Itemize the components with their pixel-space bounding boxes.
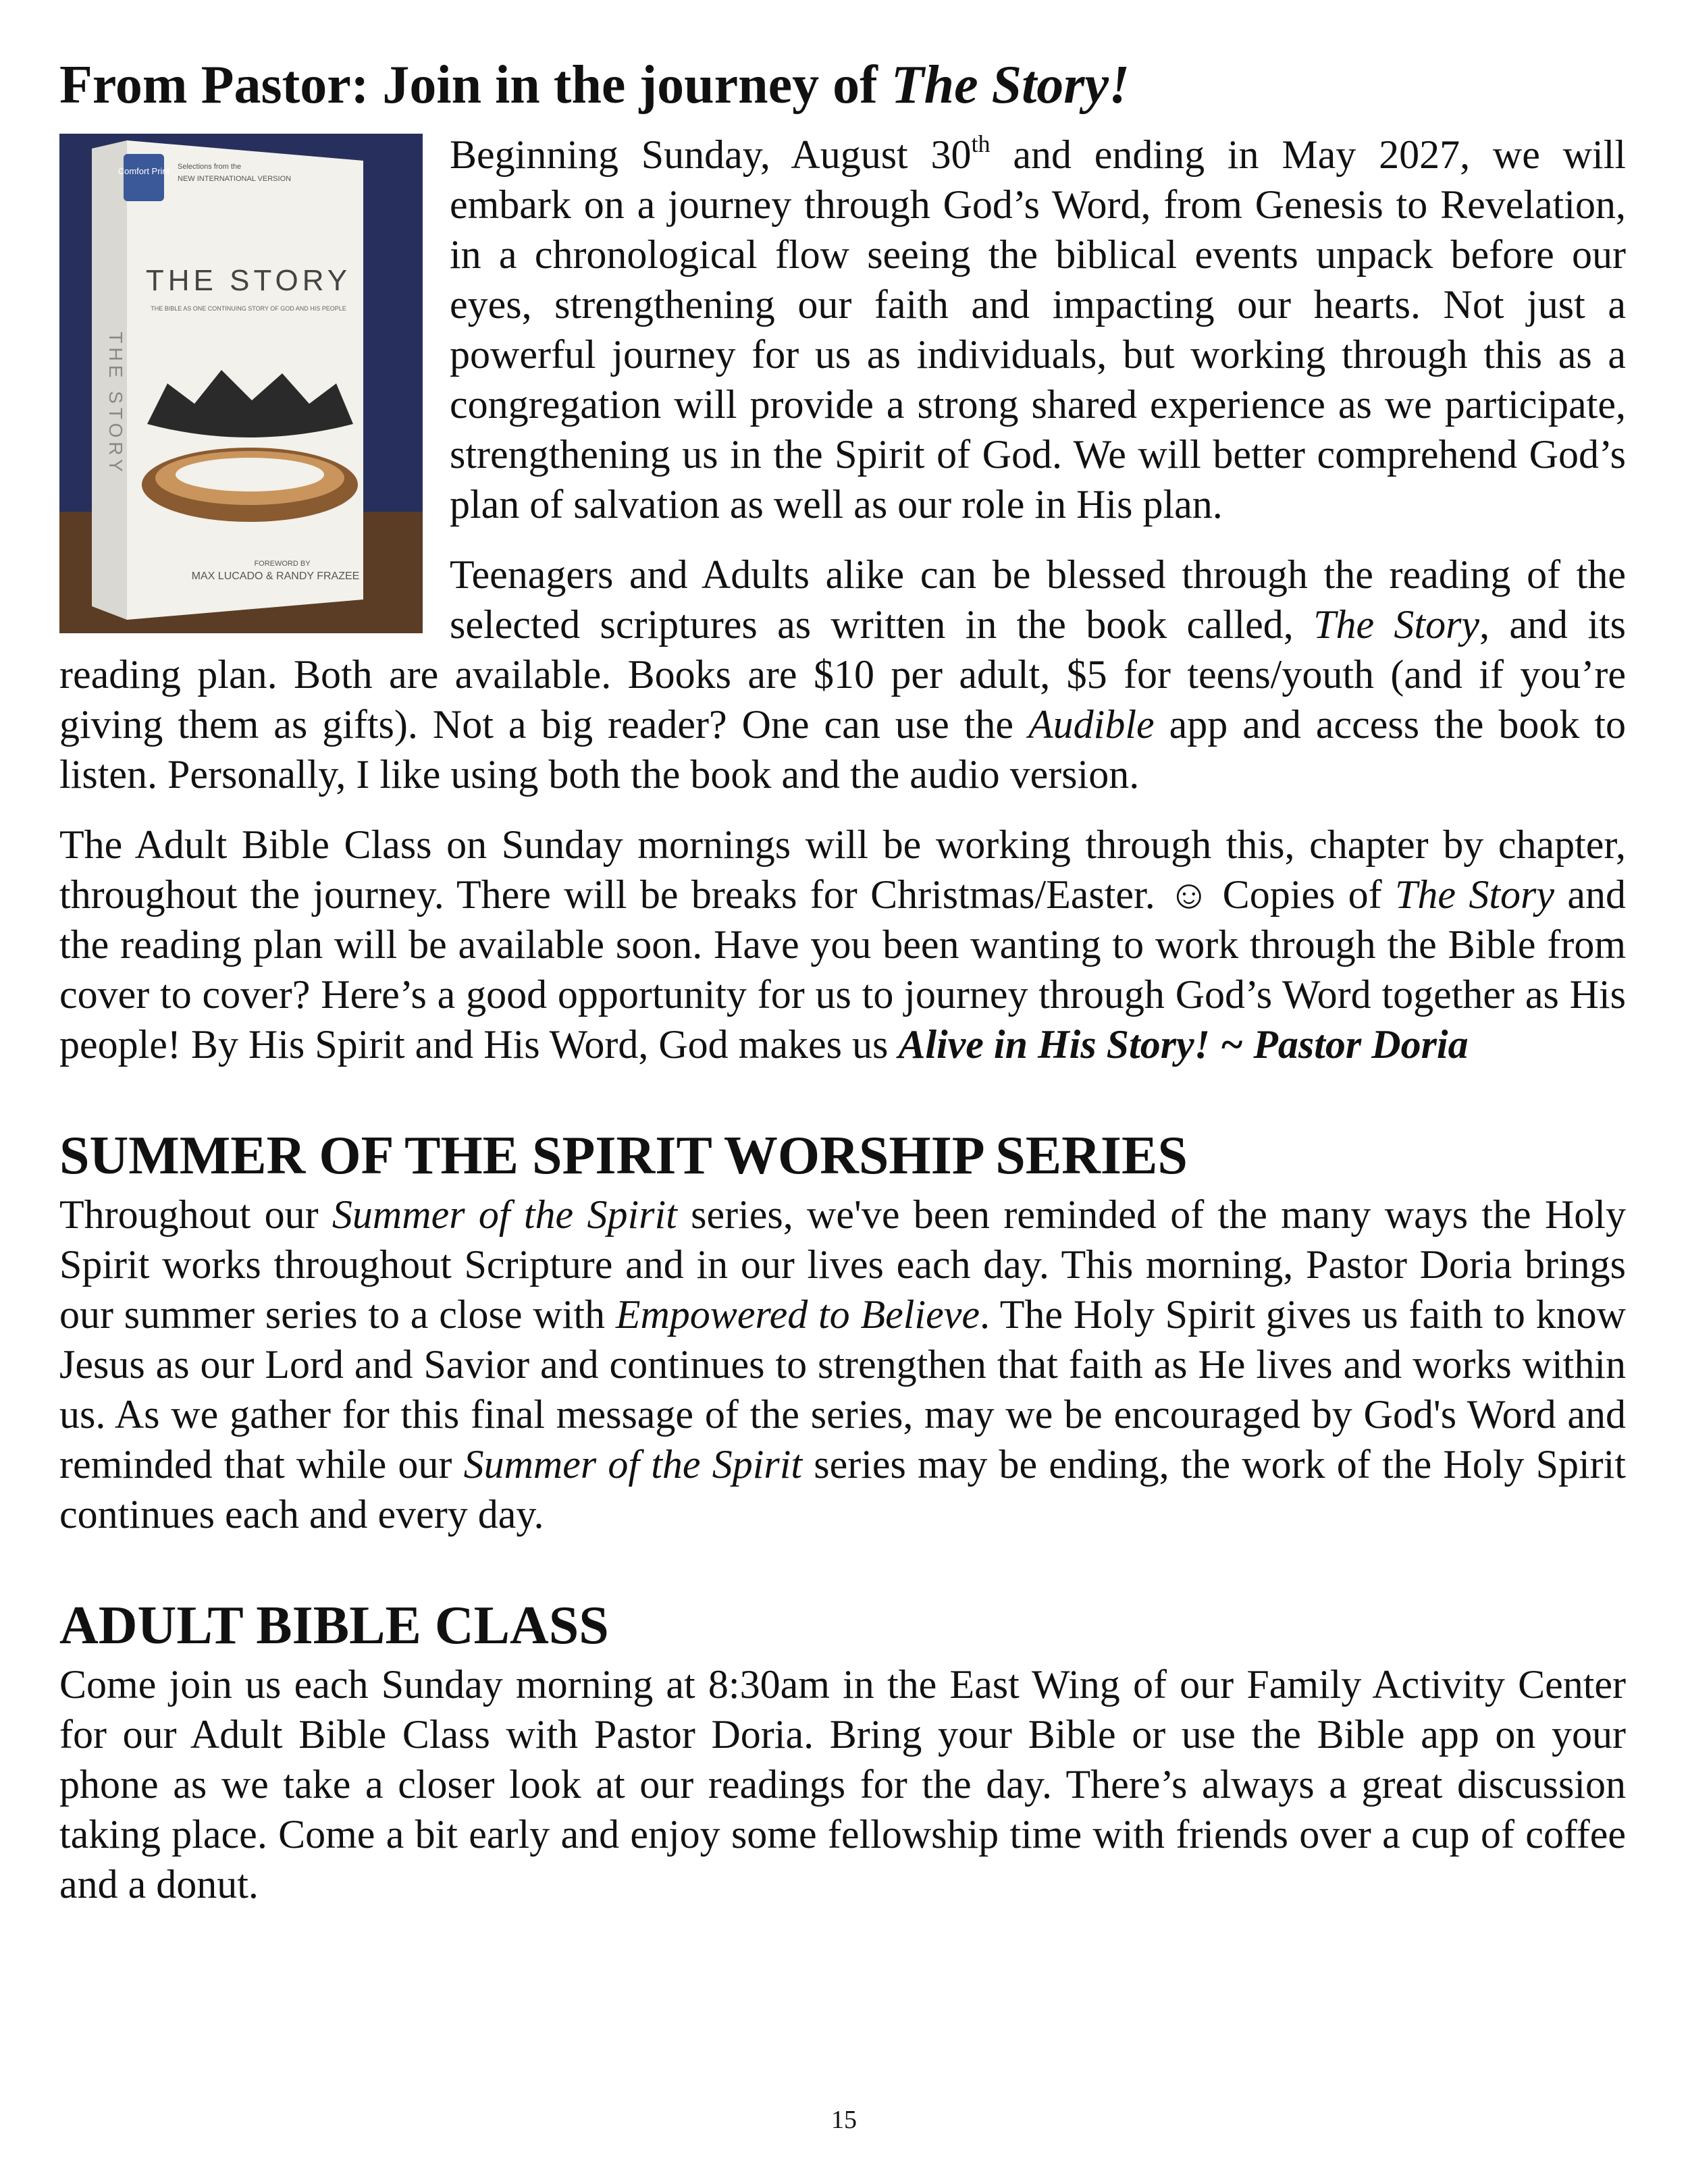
summer-series-title: SUMMER OF THE SPIRIT WORSHIP SERIES [59, 1126, 1188, 1186]
summer-italic-1: Summer of the Spirit [332, 1192, 677, 1237]
para2-end: app and access the book to listen. Personally, I like using both the book and the audio version. [59, 702, 1626, 797]
adult-bible-class-title: ADULT BIBLE CLASS [59, 1596, 609, 1655]
cover-authors: MAX LUCADO & RANDY FRAZEE [191, 570, 360, 582]
cover-foreword: FOREWORD BY [254, 560, 311, 568]
cover-spine: THE STORY [105, 331, 126, 476]
summer-body-middle-2: . The Holy Spirit gives us faith to know Jesus as our Lord and Savior and continues to strengthen that faith as He lives and works within us. As we gather for this final message of the series, may we be encouraged by God's Word and reminded that while our [59, 1292, 1626, 1487]
adult-bible-class-body: Come join us each Sunday morning at 8:30am in the East Wing of our Family Activity Center for our Adult Bible Class with Pastor Doria. Bring your Bible or use the Bible app on your phone as we take a closer look at our readings for the day. There’s always a great discussion taking place. Come a bit early and enjoy some fellowship time with friends over a cup of coffee and a donut. [59, 1662, 1626, 1907]
title-prefix: From Pastor: Join in the journey of [59, 55, 891, 115]
para2-start: Teenagers and Adults alike can be blessed through the reading of the selected scriptures as written in the book called, [450, 552, 1626, 647]
the-story-book-image [59, 134, 423, 633]
title-italic: The Story! [891, 55, 1130, 115]
cover-title: THE STORY [145, 264, 352, 297]
page-number: 15 [831, 2106, 857, 2134]
para1-start: Beginning Sunday, August 30 [450, 132, 972, 177]
cover-version: NEW INTERNATIONAL VERSION [178, 175, 292, 183]
summer-series-body [59, 1190, 1626, 1539]
summer-body-middle-1: series, we've been reminded of the many ways the Holy Spirit works throughout Scripture and in our lives each day. This morning, Pastor Doria brings our summer series to a close with [59, 1192, 1626, 1337]
para3-italic-book: The Story [1395, 872, 1555, 917]
book-cover-illustration [59, 134, 423, 633]
summer-body-end: series may be ending, the work of the Holy Spirit continues each and every day. [59, 1442, 1626, 1537]
para3-middle: and the reading plan will be available soon. Have you been wanting to work through the Bible from cover to cover? Here’s a good opportunity for us to journey through God’s Word together as His people! By His Spirit and His Word, God makes us [59, 872, 1626, 1067]
cover-subtitle-top: Selections from the [178, 163, 242, 171]
para3-start: The Adult Bible Class on Sunday mornings will be working through this, chapter by chapter, throughout the journey. There will be breaks for Christmas/Easter. ☺ Copies of [59, 822, 1626, 917]
para2-italic-book: The Story [1313, 602, 1480, 647]
para2-italic-audible: Audible [1028, 702, 1155, 747]
para1-rest: and ending in May 2027, we will embark on a journey through God’s Word, from Genesis to Revelation, in a chronological flow seeing the biblical events unpack before our eyes, strengthening our faith and impacting our hearts. Not just a powerful journey for us as individuals, but working through this as a congregation will provide a strong shared experience as we participate, strengthening us in the Spirit of God. We will better comprehend God’s plan of salvation as well as our role in His plan. [450, 132, 1626, 527]
pastor-paragraph-3 [59, 820, 1626, 1069]
summer-italic-3: Summer of the Spirit [463, 1442, 803, 1487]
summer-body-start: Throughout our [59, 1192, 332, 1237]
page-content [59, 54, 1626, 1909]
para3-signature: Alive in His Story! ~ Pastor Doria [898, 1022, 1469, 1067]
summer-italic-2: Empowered to Believe [615, 1292, 980, 1337]
para1-superscript: th [971, 130, 991, 157]
pastor-section-title [59, 54, 1626, 116]
para2-middle: , and its reading plan. Both are available. Books are $10 per adult, $5 for teens/youth (and if you’re giving them as gifts). Not a big reader? One can use the [59, 602, 1627, 747]
badge-text: Comfort Print [117, 166, 170, 176]
cover-tagline: THE BIBLE AS ONE CONTINUING STORY OF GOD AND HIS PEOPLE [151, 305, 346, 312]
